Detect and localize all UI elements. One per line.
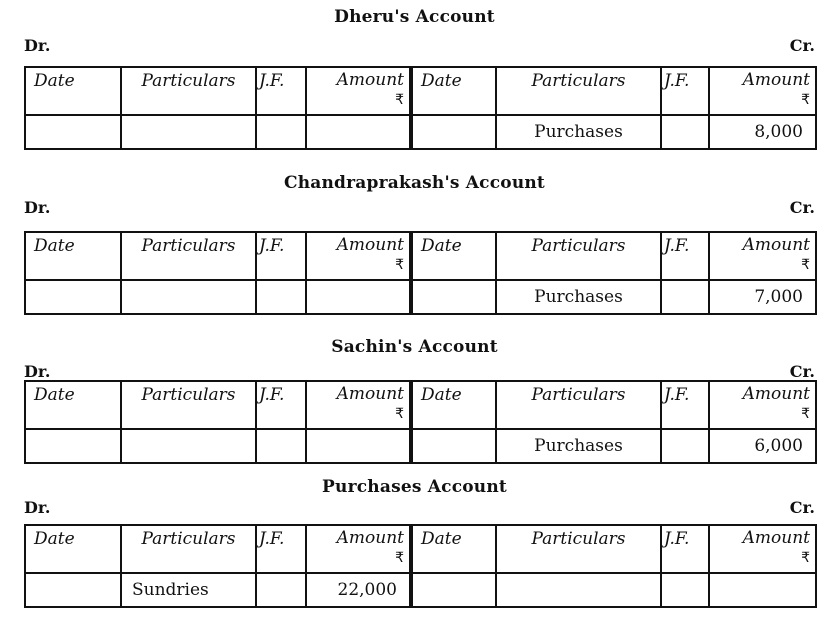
credit-amount bbox=[709, 573, 816, 607]
header-amount: Amount ₹ bbox=[709, 232, 816, 280]
debit-date bbox=[25, 573, 121, 607]
header-particulars: Particulars bbox=[121, 232, 256, 280]
debit-amount bbox=[306, 115, 411, 149]
header-jf: J.F. bbox=[661, 232, 709, 280]
header-jf: J.F. bbox=[256, 67, 306, 115]
credit-date bbox=[411, 429, 496, 463]
rupee-icon: ₹ bbox=[395, 550, 404, 566]
rupee-icon: ₹ bbox=[801, 257, 810, 273]
account-title: Sachin's Account bbox=[331, 337, 498, 357]
debit-particulars: Sundries bbox=[121, 573, 256, 607]
rupee-icon: ₹ bbox=[801, 550, 810, 566]
table-row bbox=[25, 429, 816, 463]
header-jf: J.F. bbox=[256, 381, 306, 429]
account-title: Chandraprakash's Account bbox=[283, 173, 545, 193]
header-amount: Amount ₹ bbox=[709, 525, 816, 573]
debit-jf bbox=[256, 280, 306, 314]
header-particulars: Particulars bbox=[496, 381, 661, 429]
dr-label: Dr. bbox=[24, 36, 51, 55]
table-row bbox=[25, 573, 816, 607]
rupee-icon: ₹ bbox=[395, 92, 404, 108]
header-particulars: Particulars bbox=[121, 381, 256, 429]
debit-jf bbox=[256, 573, 306, 607]
header-amount: Amount ₹ bbox=[306, 232, 411, 280]
credit-amount: 6,000 bbox=[709, 429, 816, 463]
credit-date bbox=[411, 573, 496, 607]
dr-label: Dr. bbox=[24, 198, 51, 217]
header-jf: J.F. bbox=[661, 381, 709, 429]
header-date: Date bbox=[25, 232, 121, 280]
header-amount: Amount ₹ bbox=[709, 381, 816, 429]
header-date: Date bbox=[25, 67, 121, 115]
table-row bbox=[25, 115, 816, 149]
header-date: Date bbox=[411, 381, 496, 429]
header-jf: J.F. bbox=[661, 525, 709, 573]
header-jf: J.F. bbox=[256, 525, 306, 573]
ledger-table bbox=[24, 231, 817, 315]
ledger-table bbox=[24, 524, 817, 608]
header-row bbox=[25, 67, 816, 115]
debit-particulars bbox=[121, 280, 256, 314]
header-particulars: Particulars bbox=[121, 67, 256, 115]
credit-particulars bbox=[496, 573, 661, 607]
debit-date bbox=[25, 280, 121, 314]
credit-jf bbox=[661, 280, 709, 314]
header-amount: Amount ₹ bbox=[709, 67, 816, 115]
header-row bbox=[25, 525, 816, 573]
header-date: Date bbox=[411, 525, 496, 573]
header-particulars: Particulars bbox=[496, 525, 661, 573]
header-particulars: Particulars bbox=[496, 67, 661, 115]
credit-date bbox=[411, 115, 496, 149]
header-date: Date bbox=[25, 381, 121, 429]
debit-date bbox=[25, 115, 121, 149]
header-jf: J.F. bbox=[661, 67, 709, 115]
rupee-icon: ₹ bbox=[395, 406, 404, 422]
table-row bbox=[25, 280, 816, 314]
credit-particulars: Purchases bbox=[496, 429, 661, 463]
cr-label: Cr. bbox=[789, 36, 815, 55]
cr-label: Cr. bbox=[789, 198, 815, 217]
account-title: Purchases Account bbox=[322, 477, 507, 497]
rupee-icon: ₹ bbox=[801, 406, 810, 422]
debit-jf bbox=[256, 115, 306, 149]
header-date: Date bbox=[411, 232, 496, 280]
debit-amount bbox=[306, 429, 411, 463]
credit-date bbox=[411, 280, 496, 314]
dr-label: Dr. bbox=[24, 362, 51, 381]
debit-jf bbox=[256, 429, 306, 463]
header-jf: J.F. bbox=[256, 232, 306, 280]
header-particulars: Particulars bbox=[496, 232, 661, 280]
credit-particulars: Purchases bbox=[496, 115, 661, 149]
header-date: Date bbox=[411, 67, 496, 115]
header-date: Date bbox=[25, 525, 121, 573]
ledger-table bbox=[24, 380, 817, 464]
rupee-icon: ₹ bbox=[801, 92, 810, 108]
header-particulars: Particulars bbox=[121, 525, 256, 573]
credit-jf bbox=[661, 115, 709, 149]
cr-label: Cr. bbox=[789, 362, 815, 381]
rupee-icon: ₹ bbox=[395, 257, 404, 273]
dr-label: Dr. bbox=[24, 498, 51, 517]
credit-jf bbox=[661, 429, 709, 463]
header-amount: Amount ₹ bbox=[306, 525, 411, 573]
ledger-table bbox=[24, 66, 817, 150]
credit-particulars: Purchases bbox=[496, 280, 661, 314]
header-amount: Amount ₹ bbox=[306, 381, 411, 429]
debit-amount bbox=[306, 280, 411, 314]
debit-amount: 22,000 bbox=[306, 573, 411, 607]
account-title: Dheru's Account bbox=[334, 7, 495, 27]
header-amount: Amount ₹ bbox=[306, 67, 411, 115]
debit-particulars bbox=[121, 115, 256, 149]
header-row bbox=[25, 232, 816, 280]
credit-jf bbox=[661, 573, 709, 607]
debit-particulars bbox=[121, 429, 256, 463]
header-row bbox=[25, 381, 816, 429]
debit-date bbox=[25, 429, 121, 463]
credit-amount: 7,000 bbox=[709, 280, 816, 314]
cr-label: Cr. bbox=[789, 498, 815, 517]
credit-amount: 8,000 bbox=[709, 115, 816, 149]
